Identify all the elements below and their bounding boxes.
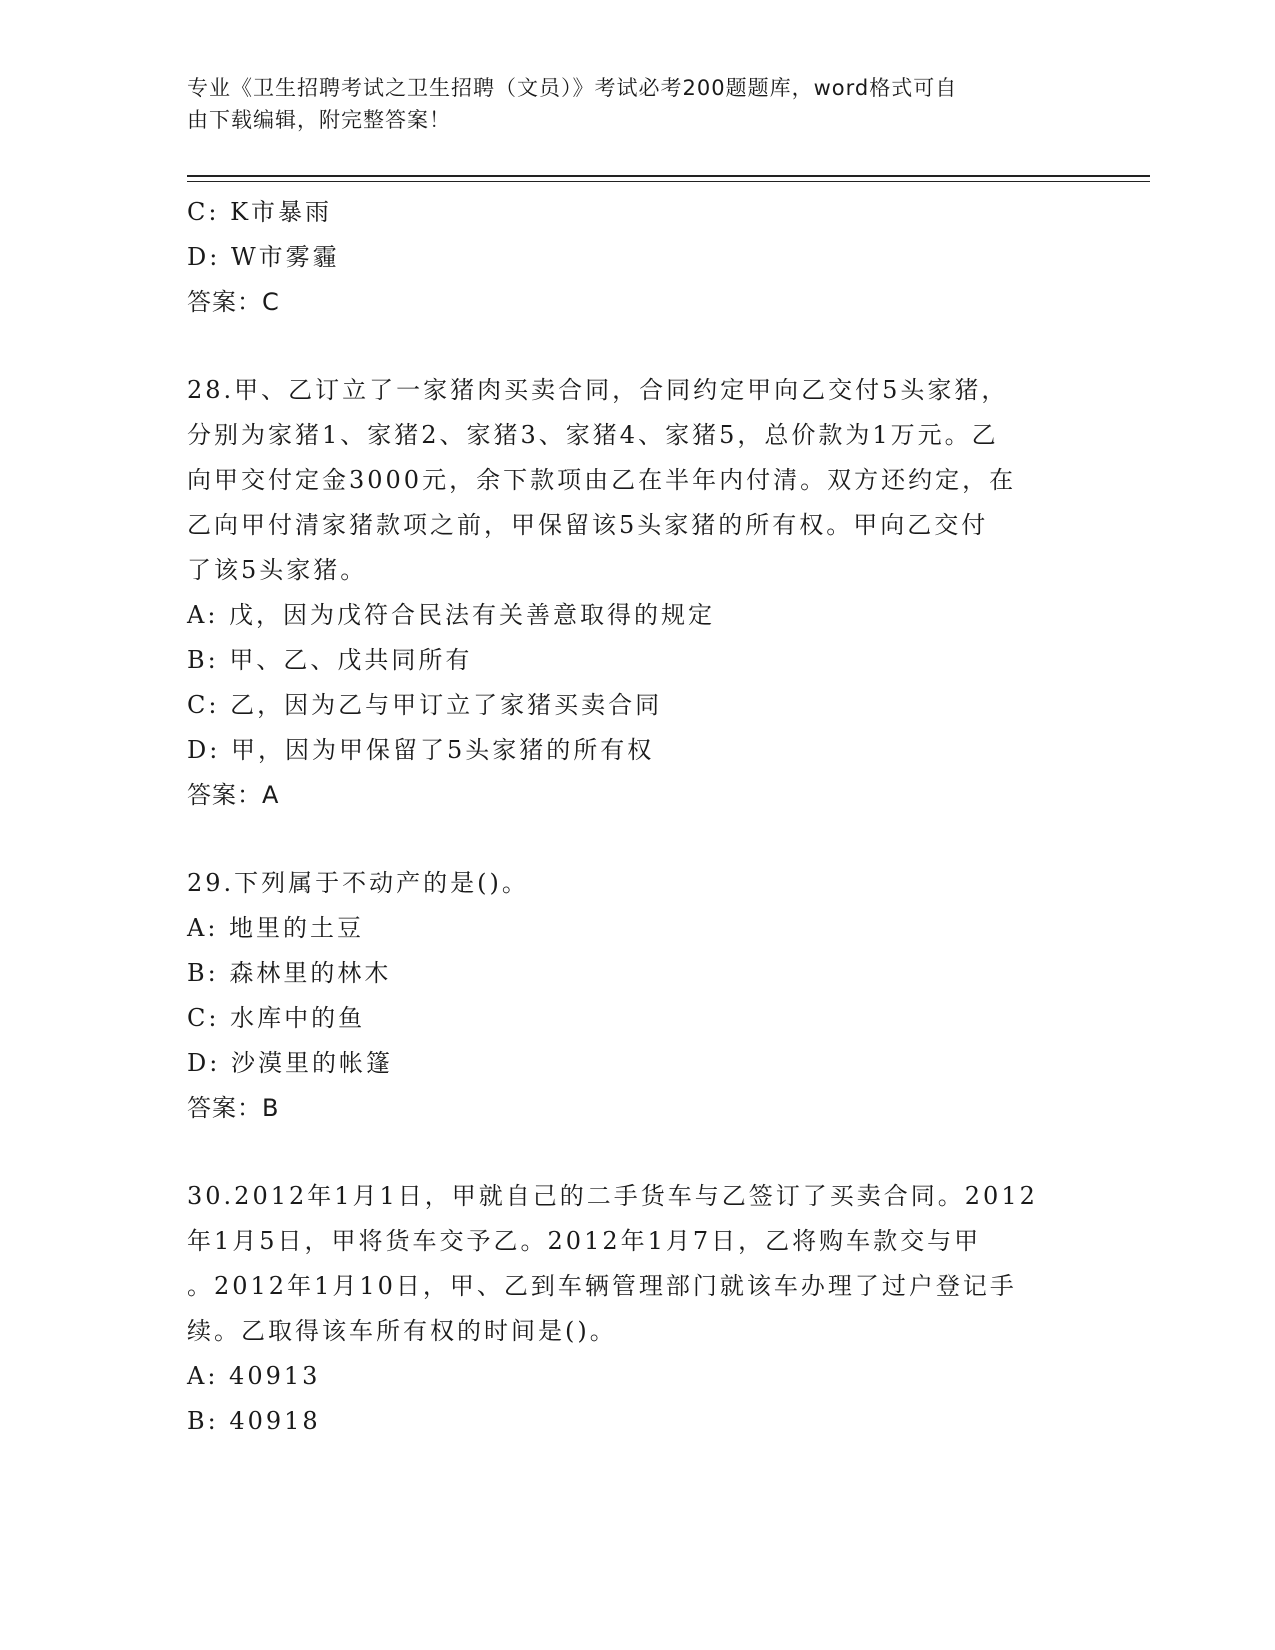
spacer [187,325,1087,368]
question-text-line: 乙向甲付清家猪款项之前，甲保留该5头家猪的所有权。甲向乙交付 [187,511,989,539]
spacer [187,1131,1087,1174]
question-text-line: 29.下列属于不动产的是()。 [187,869,529,897]
option-d: D: 沙漠里的帐篷 [187,1049,393,1077]
option-b: B: 森林里的林木 [187,959,392,987]
question-30 [187,1174,1087,1444]
document-header [187,72,1067,136]
question-text-line: 向甲交付定金3000元，余下款项由乙在半年内付清。双方还约定，在 [187,466,1017,494]
question-text-line: 分别为家猪1、家猪2、家猪3、家猪4、家猪5，总价款为1万元。乙 [187,421,999,449]
option-c: C: K市暴雨 [187,198,333,226]
spacer [187,818,1087,861]
option-a: A: 戊，因为戊符合民法有关善意取得的规定 [187,601,716,629]
answer-line: 答案：B [187,1094,280,1122]
answer-line: 答案：A [187,781,280,809]
question-text-line: 续。乙取得该车所有权的时间是()。 [187,1317,617,1345]
option-c: C: 水库中的鱼 [187,1004,366,1032]
question-text-line: 28.甲、乙订立了一家猪肉买卖合同，合同约定甲向乙交付5头家猪， [187,376,1009,404]
option-d: D: 甲，因为甲保留了5头家猪的所有权 [187,736,655,764]
header-rule-thick [187,175,1150,177]
option-b: B: 40918 [187,1407,321,1435]
option-c: C: 乙，因为乙与甲订立了家猪买卖合同 [187,691,663,719]
header-line-2: 由下载编辑，附完整答案！ [187,108,451,132]
question-28 [187,368,1087,818]
option-d: D: W市雾霾 [187,243,340,271]
question-text-line: 。2012年1月10日，甲、乙到车辆管理部门就该车办理了过户登记手 [187,1272,1017,1300]
question-text-line: 了该5头家猪。 [187,556,368,584]
document-body [187,190,1087,1444]
answer-line: 答案：C [187,288,280,316]
header-rule-thin [187,181,1150,182]
question-text-line: 30.2012年1月1日，甲就自己的二手货车与乙签订了买卖合同。2012 [187,1182,1038,1210]
option-a: A: 地里的土豆 [187,914,365,942]
header-line-1: 专业《卫生招聘考试之卫生招聘（文员）》考试必考200题题库，word格式可自 [187,76,958,100]
option-a: A: 40913 [187,1362,321,1390]
question-text-line: 年1月5日，甲将货车交予乙。2012年1月7日，乙将购车款交与甲 [187,1227,982,1255]
question-29 [187,861,1087,1131]
question-27-tail [187,190,1087,325]
option-b: B: 甲、乙、戊共同所有 [187,646,473,674]
